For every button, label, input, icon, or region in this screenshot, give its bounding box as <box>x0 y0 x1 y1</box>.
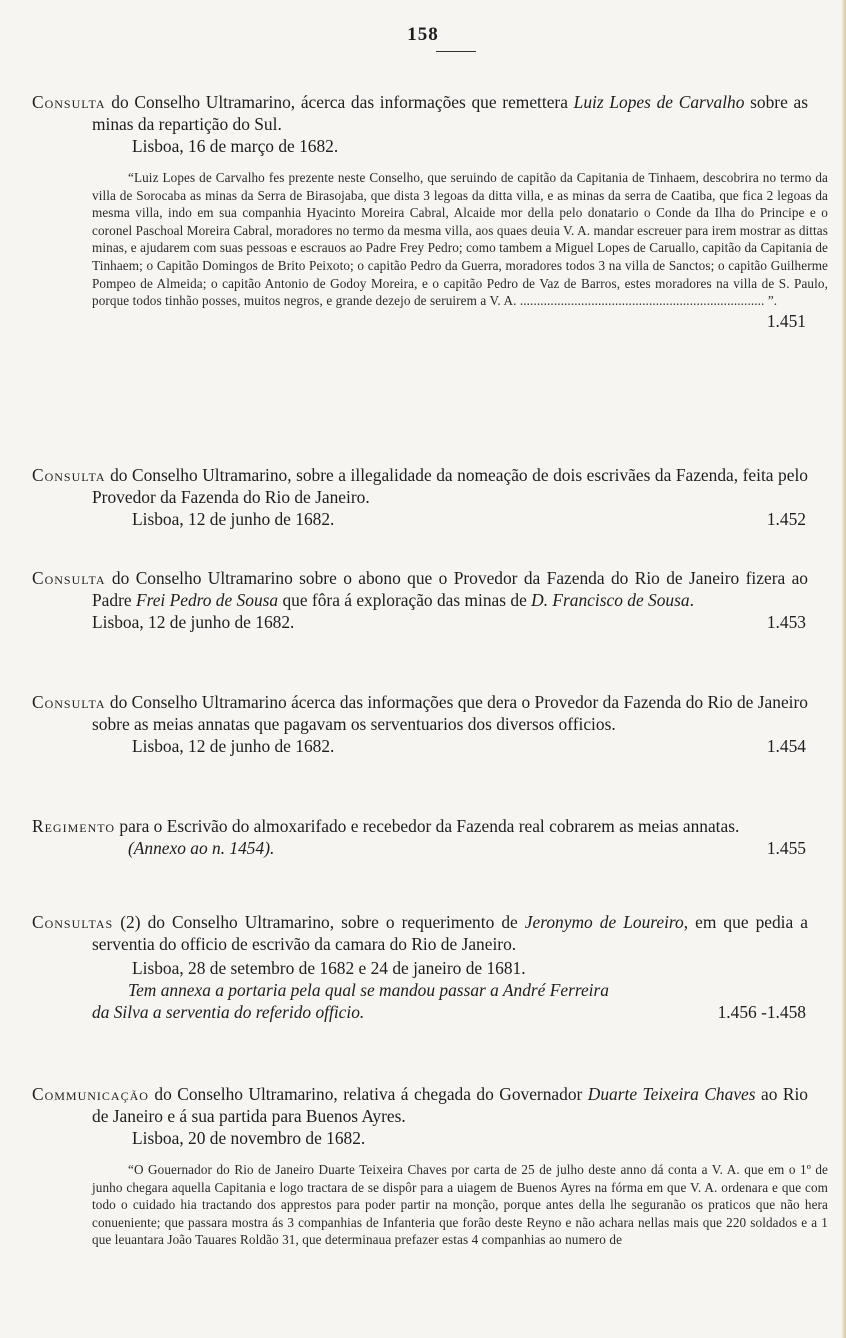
entry-communicacao <box>32 1083 828 1249</box>
entry-title: Communicação do Conselho Ultramarino, relativa á chegada do Governador Duarte Teixeira Chaves ao Rio de Janeiro e á sua partida para Buenos Ayres. <box>32 1084 808 1126</box>
page-number: 158 <box>407 24 439 45</box>
entry-place-date: Lisboa, 16 de março de 1682. <box>132 136 339 156</box>
entry-place-row <box>32 508 808 530</box>
entry-number-row <box>32 310 808 332</box>
entry-place-date: Lisboa, 12 de junho de 1682. <box>92 612 295 632</box>
entry-1456-1458 <box>32 911 808 1023</box>
entry-title: Consultas (2) do Conselho Ultramarino, sobre o requerimento de Jeronymo de Loureiro, em que pedia a serventia do officio de escrivão da camara do Rio de Janeiro. <box>32 912 808 954</box>
entry-1453 <box>32 567 808 633</box>
entry-1451 <box>32 91 828 332</box>
header-rule <box>436 51 476 52</box>
entry-title: Consulta do Conselho Ultramarino ácerca das informações que dera o Provedor da Fazenda do Rio de Janeiro sobre as meias annatas que pagavam os serventuarios dos diversos officios. <box>32 692 808 734</box>
page-edge-shadow <box>841 0 846 1338</box>
entry-note-row <box>32 1001 808 1023</box>
entry-place-date: Lisboa, 12 de junho de 1682. <box>132 736 335 756</box>
entry-annex: (Annexo ao n. 1454). <box>128 838 275 858</box>
entry-title: Consulta do Conselho Ultramarino, sobre a illegalidade da nomeação de dois escrivães da Fazenda, feita pelo Provedor da Fazenda do Rio de Janeiro. <box>32 465 808 507</box>
entry-place-date: Lisboa, 28 de setembro de 1682 e 24 de janeiro de 1681. <box>132 958 526 978</box>
entry-number: 1.456 -1.458 <box>717 1002 806 1022</box>
entry-number: 1.452 <box>766 509 806 529</box>
entry-title: Consulta do Conselho Ultramarino, ácerca das informações que remettera Luiz Lopes de Carvalho sobre as minas da repartição do Sul. <box>32 92 808 134</box>
entry-quote: “O Gouernador do Rio de Janeiro Duarte Teixeira Chaves por carta de 25 de julho deste anno dá conta a V. A. que em o 1º de junho chegara aquella Capitania e logo tractara de se dispôr para a uiagem de Buenos Ayres na fórma em que V. A. ordenara e que com todo o cuidado hia tractando dos apprestos para poder partir na monção, porque antes della lhe seguranão os praticos que não hera conueniente; que passara mostra ás 3 companhias de Infanteria que forão deste Reyno e não achara nellas mais que 220 soldados e a 1 que leuantara João Tauares Roldão 31, que determinaua prefazer estas 4 companhias ao numero de <box>92 1162 828 1248</box>
entry-quote: “Luiz Lopes de Carvalho fes prezente neste Conselho, que seruindo de capitão da Capitania de Tinhaem, descobrira no termo da villa de Sorocaba as minas da Serra de Birasojaba, que dista 3 legoas da ditta villa, e as minas da serra de Caatiba, que fica 2 legoas da mesma villa, indo em sua companhia Hyacinto Moreira Cabral, Alcaide mor della pelo donatario o Conde da Ilha do Principe e o coronel Paschoal Moreira Cabral, moradores no termo da mesma villa, aos quaes deuia V. A. mandar escreuer para irem mostrar as dittas minas, e ajudarem com suas pessoas e escrauos ao Padre Frey Pedro; como tambem a Miguel Lopes de Caruallo, capitão da Capitania de Tinhaem; o Capitão Domingos de Brito Peixoto; o capitão Pedro da Guerra, moradores todos 3 na villa de Sanctos; o capitão Guilherme Pompeo de Almeida; o capitão Antonio de Godoy Moreira, e o capitão Pedro de Vaz de Barros, estes moradores na villa de S. Paulo, porque todos tinhão posses, muitos negros, e grande dezejo de seruirem a V. A. ........................................................................ ”. <box>92 170 828 309</box>
entry-1452 <box>32 464 808 530</box>
entry-place-date: Lisboa, 20 de novembro de 1682. <box>132 1128 366 1148</box>
entry-number: 1.454 <box>766 736 806 756</box>
entry-place-row <box>32 735 808 757</box>
entry-1455 <box>32 815 808 859</box>
entry-number: 1.453 <box>766 612 806 632</box>
entry-1454 <box>32 691 808 757</box>
entry-place-date: Lisboa, 12 de junho de 1682. <box>132 509 335 529</box>
entry-number: 1.451 <box>766 310 806 331</box>
entry-place-row <box>32 611 808 633</box>
entry-number: 1.455 <box>766 838 806 858</box>
entry-note: Tem annexa a portaria pela qual se mandou passar a André Ferreira <box>128 980 609 1000</box>
entry-annex-row <box>32 837 808 859</box>
entry-title: Consulta do Conselho Ultramarino sobre o abono que o Provedor da Fazenda do Rio de Janeiro fizera ao Padre Frei Pedro de Sousa que fôra á exploração das minas de D. Francisco de Sousa. <box>32 568 808 610</box>
entry-note-end: da Silva a serventia do referido officio. <box>92 1002 365 1022</box>
entry-title: Regimento para o Escrivão do almoxarifado e recebedor da Fazenda real cobrarem as meias annatas. <box>32 816 740 836</box>
